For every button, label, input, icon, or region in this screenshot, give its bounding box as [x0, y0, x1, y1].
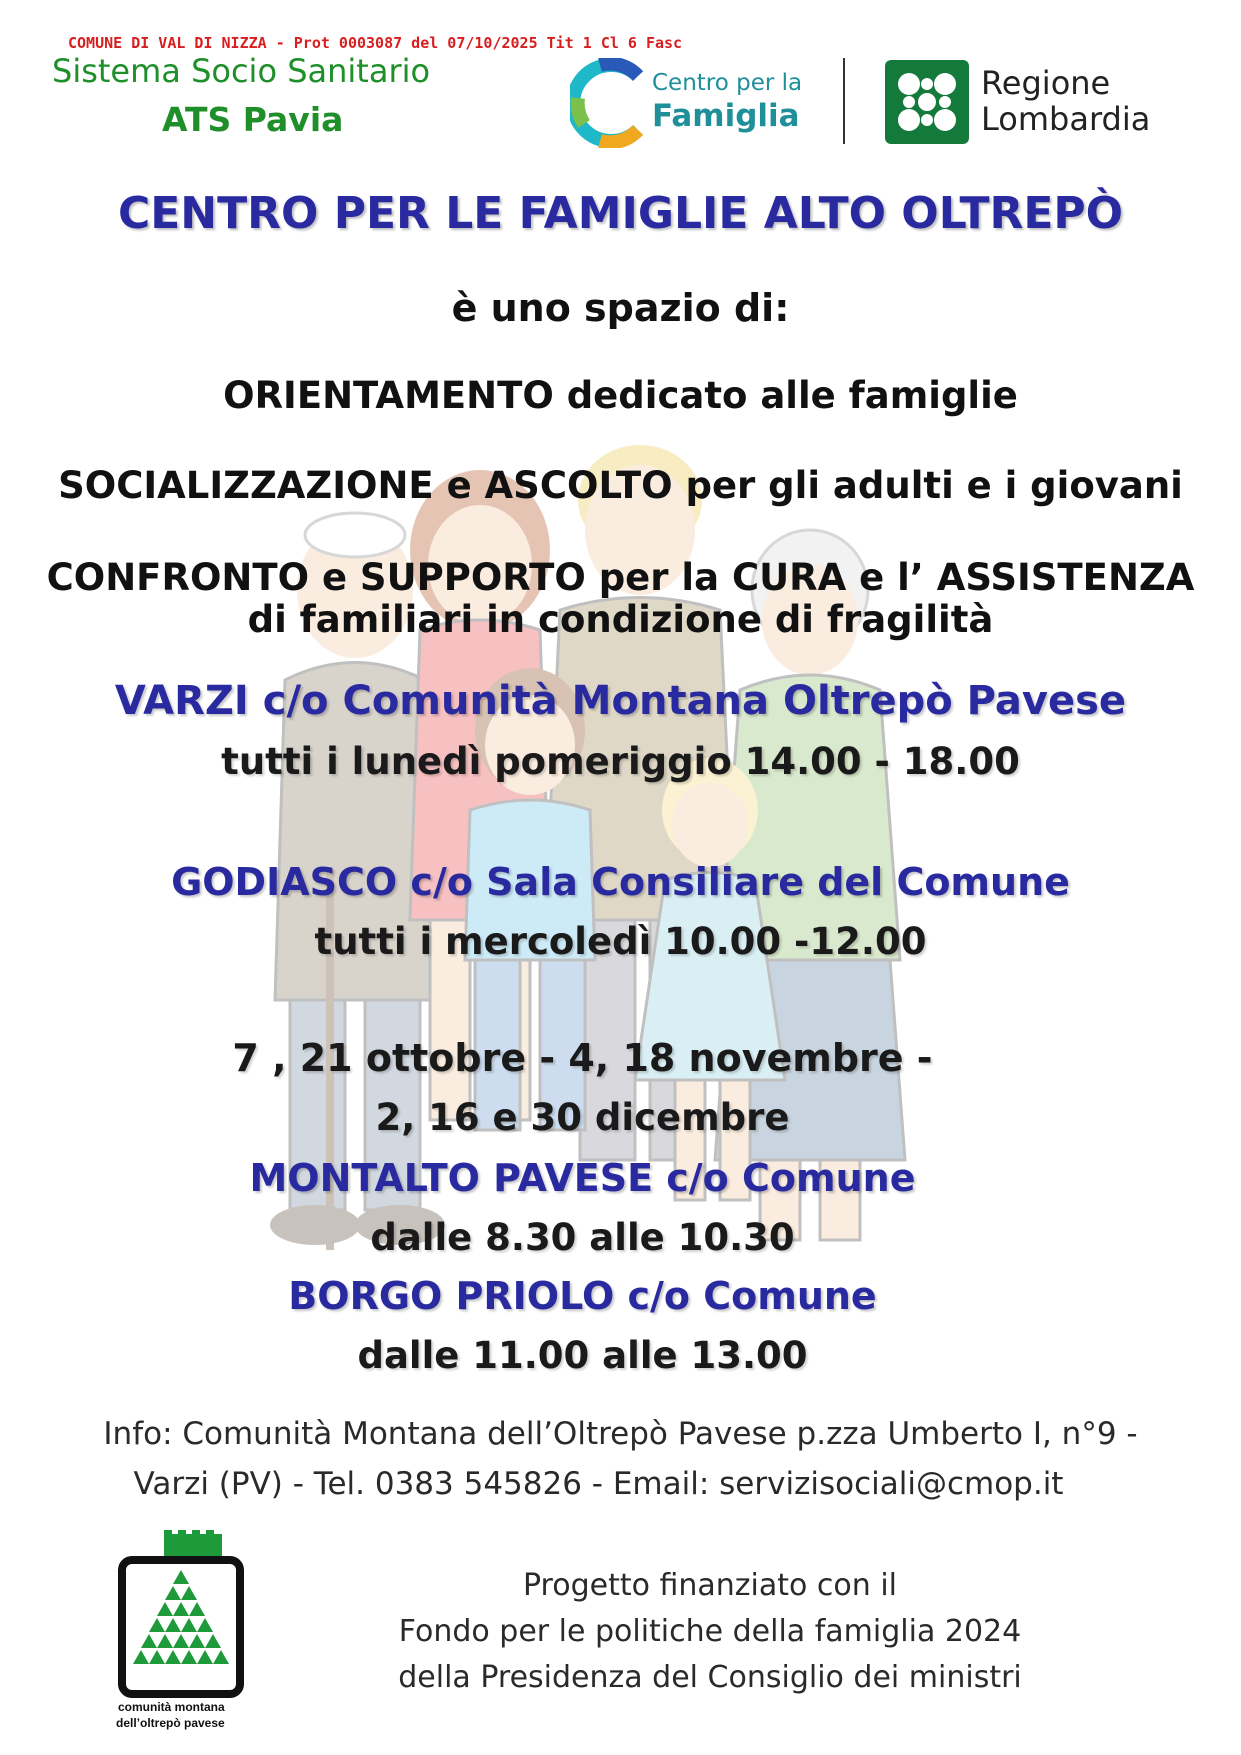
centro-famiglia-line1: Centro per la: [652, 70, 803, 96]
comunita-montana-tree-icon: [118, 1530, 268, 1700]
centro-famiglia-logo-icon: [570, 58, 650, 148]
info-address: Info: Comunità Montana dell’Oltrepò Pavese p.zza Umberto I, n°9 -: [103, 1416, 1138, 1452]
info-contacts: Varzi (PV) - Tel. 0383 545826 - Email: servizisociali@cmop.it: [133, 1466, 1064, 1502]
godiasco-dates-line1: 7 , 21 ottobre - 4, 18 novembre -: [232, 1036, 933, 1080]
comunita-montana-line2: dell’oltrepò pavese: [116, 1716, 225, 1730]
funding-line2: Fondo per le politiche della famiglia 2024: [398, 1614, 1022, 1649]
location-varzi-name: VARZI c/o Comunità Montana Oltrepò Pavese: [114, 678, 1127, 724]
service-confronto: CONFRONTO e SUPPORTO per la CURA e l’ ASSISTENZA: [46, 556, 1195, 599]
location-borgo-schedule: dalle 11.00 alle 13.00: [357, 1334, 808, 1377]
centro-famiglia-logo: [570, 58, 810, 153]
location-borgo-name: BORGO PRIOLO c/o Comune: [288, 1274, 877, 1318]
ats-system-label: Sistema Socio Sanitario: [52, 52, 431, 90]
location-montalto-schedule: dalle 8.30 alle 10.30: [370, 1216, 795, 1259]
centro-famiglia-line2: Famiglia: [652, 98, 800, 134]
logo-divider: [843, 58, 845, 144]
funding-line1: Progetto finanziato con il: [522, 1568, 897, 1603]
location-varzi-schedule: tutti i lunedì pomeriggio 14.00 - 18.00: [221, 740, 1020, 783]
page-title: CENTRO PER LE FAMIGLIE ALTO OLTREPÒ: [117, 188, 1124, 239]
regione-lombardia-cross-icon: [885, 60, 969, 144]
funding-line3: della Presidenza del Consiglio dei ministri: [398, 1660, 1022, 1695]
comunita-montana-logo: [118, 1530, 268, 1730]
location-godiasco-name: GODIASCO c/o Sala Consiliare del Comune: [171, 860, 1070, 904]
protocol-stamp: COMUNE DI VAL DI NIZZA - Prot 0003087 del 07/10/2025 Tit 1 Cl 6 Fasc: [68, 34, 683, 52]
regione-lombardia-line1: Regione: [981, 64, 1111, 102]
location-godiasco-schedule: tutti i mercoledì 10.00 -12.00: [314, 920, 927, 963]
service-socializzazione: SOCIALIZZAZIONE e ASCOLTO per gli adulti e i giovani: [58, 464, 1183, 507]
service-confronto-continued: di familiari in condizione di fragilità: [247, 598, 994, 641]
ats-pavia-label: ATS Pavia: [162, 100, 344, 139]
location-montalto-name: MONTALTO PAVESE c/o Comune: [249, 1156, 916, 1200]
comunita-montana-line1: comunità montana: [118, 1700, 225, 1714]
regione-lombardia-logo: [885, 60, 1185, 150]
service-orientamento: ORIENTAMENTO dedicato alle famiglie: [223, 374, 1018, 417]
regione-lombardia-line2: Lombardia: [981, 100, 1151, 138]
godiasco-dates-line2: 2, 16 e 30 dicembre: [375, 1096, 790, 1139]
intro-text: è uno spazio di:: [451, 286, 790, 330]
